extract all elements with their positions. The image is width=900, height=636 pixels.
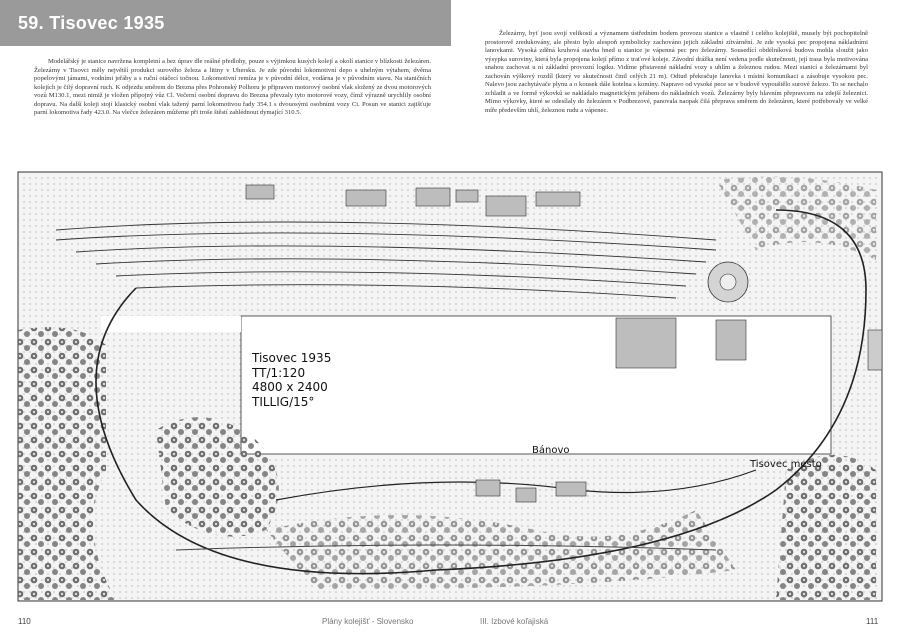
bridge <box>868 330 882 370</box>
plan-info <box>252 351 331 409</box>
page-title: 59. Tisovec 1935 <box>18 13 165 33</box>
footer-chapter: III. Izbové koľajiská <box>480 617 549 626</box>
label-banovo: Bánovo <box>532 445 570 456</box>
info-line-scale: TT/1:120 <box>252 365 306 380</box>
footer-book-title: Plány kolejišť - Slovensko <box>322 617 414 626</box>
info-line-name: Tisovec 1935 <box>252 351 332 365</box>
title-bar <box>0 0 451 46</box>
page-number-left: 110 <box>18 617 31 626</box>
text-column-left: Modelářský je stanice navržena kompletní a bez úprav dle reálné předlohy, pouze s výjimkou kusých kolejí a okolí stanice v blízkosti železáren. Železárny v Tisovci měly největší produkci surového železa a litiny v Uhersku. Je zde původní lokomotivní depo s uhelným výtahem, dvěma popelovými jámami, vodními jeřáby a s ruční otáčecí točnou. Lokomotivní remíza je v původní délce, vodárna je v původním stavu. Na staničních kolejích je čilý dopravní ruch. K odjezdu směrem do Brezna přes Pohronský Polhoru je připraven motorový osobní vlak složený ze dvou motorových vozů M130.1, mezi nimiž je vložen přípojný vůz Cl. Večerní osobní dopravu do Brezna převzaly tyto motorové vozy, čímž výrazně urychlily osobní dopravu. Na další koleji stojí klasický osobní vlak tažený parní lokomotivou řady 354.1 s dvouosými osobními vozy Ci. Posun ve stanici zajišťuje parní lokomotiva řady 423.0. Na vlečce železáren můžeme při troše štěstí zahlédnout dymající 310.5. <box>34 58 431 116</box>
text-column-right: Železárny, byť jsou svojí velikostí a významem ústředním bodem provozu stanice a vlastně i celého kolejiště, musely být pochopitelně prostorově zredukovány, ale přesto bylo alespoň symbolicky zachováno jejich základní zítvárnění. Je zde vysoká pec propojena nákladními lanovkami. Vysoká zděná kruhová stavba hned u stanice je vápenná pec pro železárny. Sousedící obdélníková budova mohla sloužit jako výsypka suroviny, která byla propojena kolejí přímo z traťové koleje. Závodní drážka není vedena podle skutečnosti, její trasa byla motivována snahou zachovat u ní základní provozní logiku. Vidíme přistavené nákladní vozy s uhlím a železnou rudou. Mezi stanicí a železárnami byl zachován výškový rozdíl (který ve skutečnosti činil celých 21 m). Odtud překračuje lanovka i místní komunikaci a zásobuje vysokou pec. Nalevo jsou zachytávače plynu a o kousek dále kotelna s komíny. Napravo od vysoké pece se v budově vypouštělo surové železo. To se nechalo zchladit a ve formě výkovků se nakládalo magnetickým jeřábem do nákladních vozů. Železárny byly hlavním přepravcem na zdejší železnici. Mimo výkovky, které se odesílaly do železáren v Podbrezové, panovala naopak čilá přeprava směrem do železáren, které potřebovaly ve velké míře především uhlí, železnou rudu a vápenec. <box>485 30 868 114</box>
turntable <box>720 274 736 290</box>
info-line-size: 4800 x 2400 <box>252 380 328 394</box>
info-line-system: TILLIG/15° <box>252 394 315 409</box>
aisle-lower <box>101 316 241 332</box>
page-number-right: 111 <box>866 617 879 626</box>
label-tisovec-mesto: Tisovec mesto <box>750 459 822 470</box>
layout-plan <box>16 170 884 603</box>
